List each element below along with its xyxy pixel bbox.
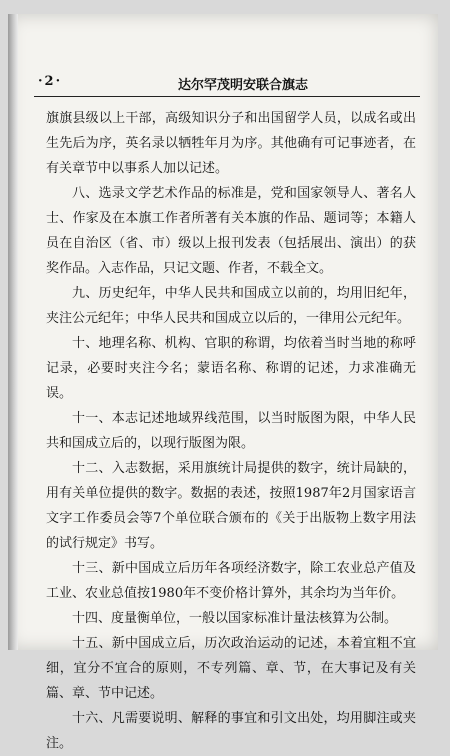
page-binding-edge [8,14,18,650]
page-number: ·2· [38,74,63,89]
paragraph: 旗旗县级以上干部，高级知识分子和出国留学人员，以成名或出生先后为序，英名录以牺牲年月为序。其他确有可记事迹者，在有关章节中以事系人加以记述。 [46,111,416,176]
document-page [8,14,438,751]
paragraph: 九、历史纪年，中华人民共和国成立以前的，均用旧纪年，夹注公元纪年；中华人民共和国成立以后的，一律用公元纪年。 [46,286,416,326]
header-rule [34,96,420,97]
paragraph: 十一、本志记述地域界线范围，以当时版图为限，中华人民共和国成立后的，以现行版图为限。 [46,411,416,451]
running-header [38,74,420,96]
paragraph: 十六、凡需要说明、解释的事宜和引文出处，均用脚注或夹注。 [46,711,416,751]
page-body [46,106,416,756]
paragraph: 十、地理名称、机构、官职的称谓，均依着当时当地的称呼记录，必要时夹注今名；蒙语名称、称谓的记述，力求准确无误。 [46,336,416,401]
paragraph: 十三、新中国成立后历年各项经济数字，除工农业总产值及工业、农业总值按1980年不变价格计算外，其余均为当年价。 [46,561,416,601]
paragraph: 八、选录文学艺术作品的标准是，党和国家领导人、著名人士、作家及在本旗工作者所著有关本旗的作品、题词等；本籍人员在自治区（省、市）级以上报刊发表（包括展出、演出）的获奖作品。入志作品，只记文题、作者，不载全文。 [46,186,416,276]
paragraph: 十五、新中国成立后，历次政治运动的记述，本着宜粗不宜细，宜分不宜合的原则，不专列篇、章、节，在大事记及有关篇、章、节中记述。 [46,636,416,701]
book-title: 达尔罕茂明安联合旗志 [178,78,309,93]
paragraph: 十四、度量衡单位，一般以国家标准计量法核算为公制。 [72,611,398,626]
paragraph: 十二、入志数据，采用旗统计局提供的数字，统计局缺的，用有关单位提供的数字。数据的表述，按照1987年2月国家语言文字工作委员会等7个单位联合颁布的《关于出版物上数字用法的试行规定》书写。 [46,461,416,551]
